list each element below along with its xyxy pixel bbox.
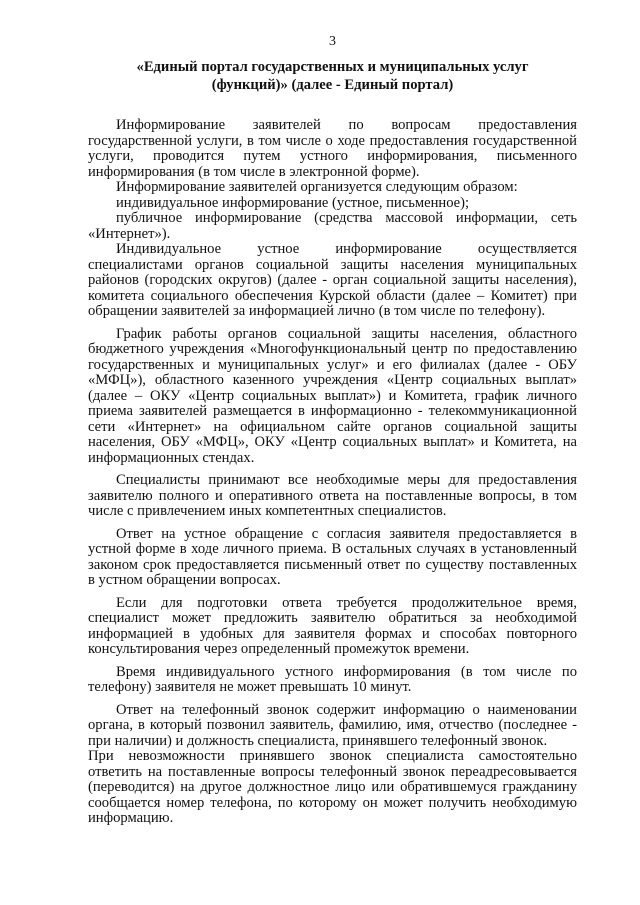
paragraph-long-preparation: Если для подготовки ответа требуется продолжительное время, специалист может предложить заявителю обратиться за необходимой информацией в удобных для заявителя формах и способах повторного консультирования через определенный промежуток времени. [88, 594, 577, 658]
document-page [88, 34, 577, 827]
paragraph-informing-intro: Информирование заявителей по вопросам предоставления государственной услуги, в том числе о ходе предоставления государственной услуги, проводится путем устного информирования, письменного информирования (в том числе в электронной форме). [88, 117, 577, 180]
section-heading-line-1: «Единый портал государственных и муниципальных услуг [136, 59, 529, 75]
paragraph-individual-informing: индивидуальное информирование (устное, письменное); [116, 194, 470, 211]
paragraph-work-schedule: График работы органов социальной защиты населения, областного бюджетного учреждения «Многофункциональный центр по предоставлению государственных и муниципальных услуг» и его филиалах (далее - ОБУ «МФЦ»), областного казенного учреждения «Центр социальных выплат» (далее – ОКУ «Центр социальных выплат») и Комитета, график личного приема заявителей размещается в информационно - телекоммуникационной сети «Интернет» на официальном сайте органов социальной защиты населения, ОБУ «МФЦ», ОКУ «Центр социальных выплат» и Комитета, на информационных стендах. [88, 325, 577, 466]
paragraph-informing-organization: Информирование заявителей организуется следующим образом: [116, 179, 518, 196]
paragraph-specialists-measures: Специалисты принимают все необходимые меры для предоставления заявителю полного и оперативного ответа на поставленные вопросы, в том числе с привлечением иных компетентных специалистов. [88, 472, 577, 520]
body-text [88, 118, 577, 827]
paragraph-phone-answer: Ответ на телефонный звонок содержит информацию о наименовании органа, в который позвонил заявитель, фамилию, имя, отчество (последнее - при наличии) и должность специалиста, принявшего телефонный звонок. [88, 701, 577, 749]
paragraph-informing-duration: Время индивидуального устного информирования (в том числе по телефону) заявителя не может превышать 10 минут. [88, 663, 577, 696]
section-heading [88, 59, 577, 94]
paragraph-oral-appeal-answer: Ответ на устное обращение с согласия заявителя предоставляется в устной форме в ходе личного приема. В остальных случаях в установленный законом срок предоставляется письменный ответ по существу поставленных в устном обращении вопросах. [88, 525, 577, 589]
paragraph-call-redirect: При невозможности принявшего звонок специалиста самостоятельно ответить на поставленные вопросы телефонный звонок переадресовывается (переводится) на другое должностное лицо или обратившемуся гражданину сообщается номер телефона, по которому он может получить необходимую информацию. [88, 748, 577, 827]
paragraph-public-informing: публичное информирование (средства массовой информации, сеть «Интернет»). [88, 210, 577, 242]
page-number: 3 [329, 34, 336, 49]
paragraph-individual-oral-informing: Индивидуальное устное информирование осуществляется специалистами органов социальной защиты населения муниципальных районов (городских округов) (далее - орган социальной защиты населения), комитета социального обеспечения Курской области (далее – Комитет) при обращении заявителей за информацией лично (в том числе по телефону). [88, 241, 577, 320]
section-heading-line-2: (функций)» (далее - Единый портал) [211, 76, 454, 93]
